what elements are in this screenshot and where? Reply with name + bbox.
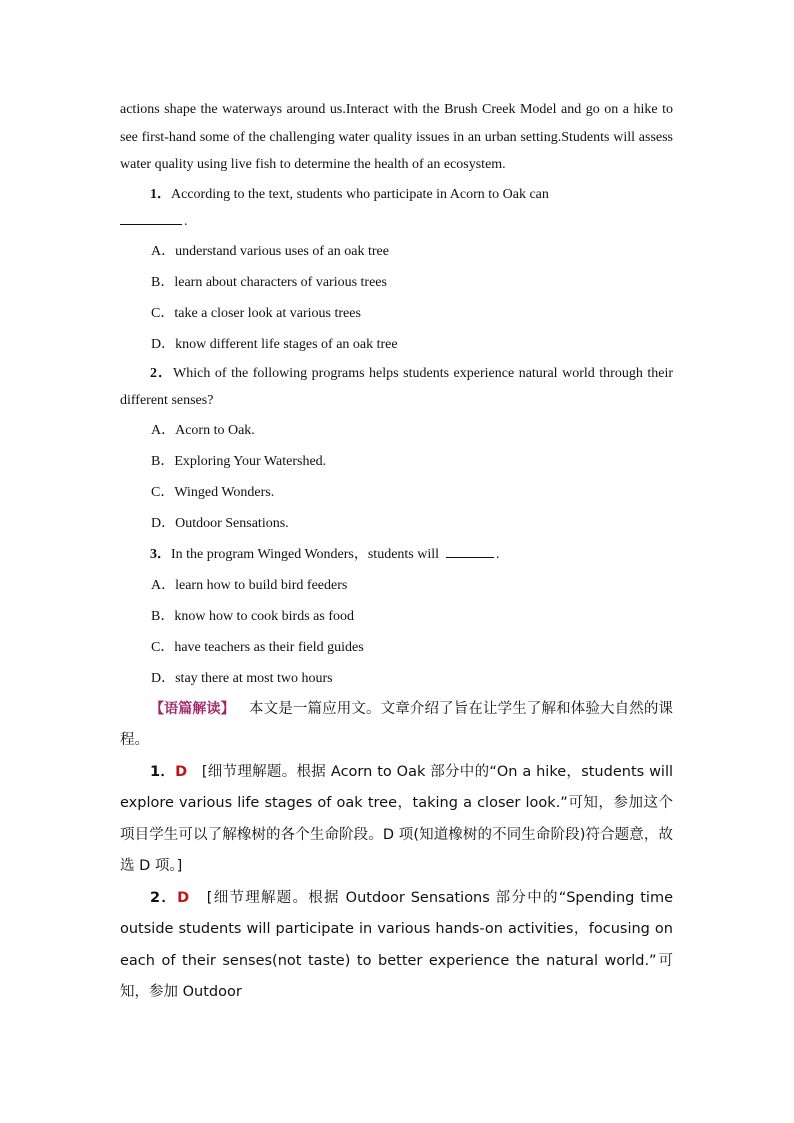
question-stem: In the program Winged Wonders，students will: [171, 546, 440, 562]
analysis-intro: 本文是一篇应用文。文章介绍了旨在让学生了解和体验大自然的课程。: [120, 700, 674, 748]
answer-letter: D: [175, 763, 188, 780]
explanation-text: [细节理解题。根据 Outdoor Sensations 部分中的“Spending time outside students will participate in various hands-on activities，focusing on each of their senses(not taste) to better experience the natural world.”可知，参加 Outdoor: [120, 889, 674, 1000]
question-3: [120, 539, 673, 570]
option-c: C．have teachers as their field guides: [151, 639, 364, 655]
question-1: [120, 181, 673, 209]
option-c: C．Winged Wonders.: [151, 484, 275, 500]
answer-explanation-1: [120, 757, 673, 883]
option-a: A．Acorn to Oak.: [151, 422, 255, 438]
option-a: A．understand various uses of an oak tree: [151, 243, 389, 259]
explanation-text: [细节理解题。根据 Acorn to Oak 部分中的“On a hike，students will explore various life stages of oak tree，taking a closer look.”可知，参加这个项目学生可以了解橡树的各个生命阶段。D 项(知道橡树的不同生命阶段)符合题意，故选 D 项。]: [120, 763, 674, 874]
question-2: [120, 360, 673, 415]
answer-number: 1．: [150, 763, 176, 780]
option-d: D．Outdoor Sensations.: [151, 515, 289, 531]
discourse-analysis: [120, 694, 673, 757]
answer-explanation-2: [120, 883, 673, 1009]
passage-text: actions shape the waterways around us.Interact with the Brush Creek Model and go on a hike to see first-hand some of the challenging water quality issues in an urban setting.Students will assess water quality using live fish to determine the health of an ecosystem.: [120, 102, 673, 172]
question-1-blank-line: [120, 208, 673, 236]
question-number: 1．: [150, 186, 171, 202]
answer-number: 2．: [150, 889, 178, 906]
answer-letter: D: [177, 889, 190, 906]
answer-blank: [120, 210, 182, 225]
question-number: 2．: [150, 365, 174, 381]
question-stem: Which of the following programs helps students experience natural world through their different senses?: [120, 365, 673, 408]
option-d: D．stay there at most two hours: [151, 670, 333, 686]
option-a: A．learn how to build bird feeders: [151, 577, 348, 593]
question-stem-end: .: [496, 546, 500, 562]
option-b: B．know how to cook birds as food: [151, 608, 354, 624]
question-number: 3．: [150, 546, 171, 562]
question-stem-end: .: [184, 214, 188, 229]
question-stem: According to the text, students who participate in Acorn to Oak can: [171, 186, 549, 202]
answer-blank: [446, 543, 494, 558]
option-b: B．Exploring Your Watershed.: [151, 453, 327, 469]
analysis-tag: 【语篇解读】: [150, 700, 235, 717]
option-c: C．take a closer look at various trees: [151, 305, 361, 321]
document-page: [120, 96, 673, 1009]
option-b: B．learn about characters of various trees: [151, 274, 387, 290]
option-d: D．know different life stages of an oak tree: [151, 336, 398, 352]
